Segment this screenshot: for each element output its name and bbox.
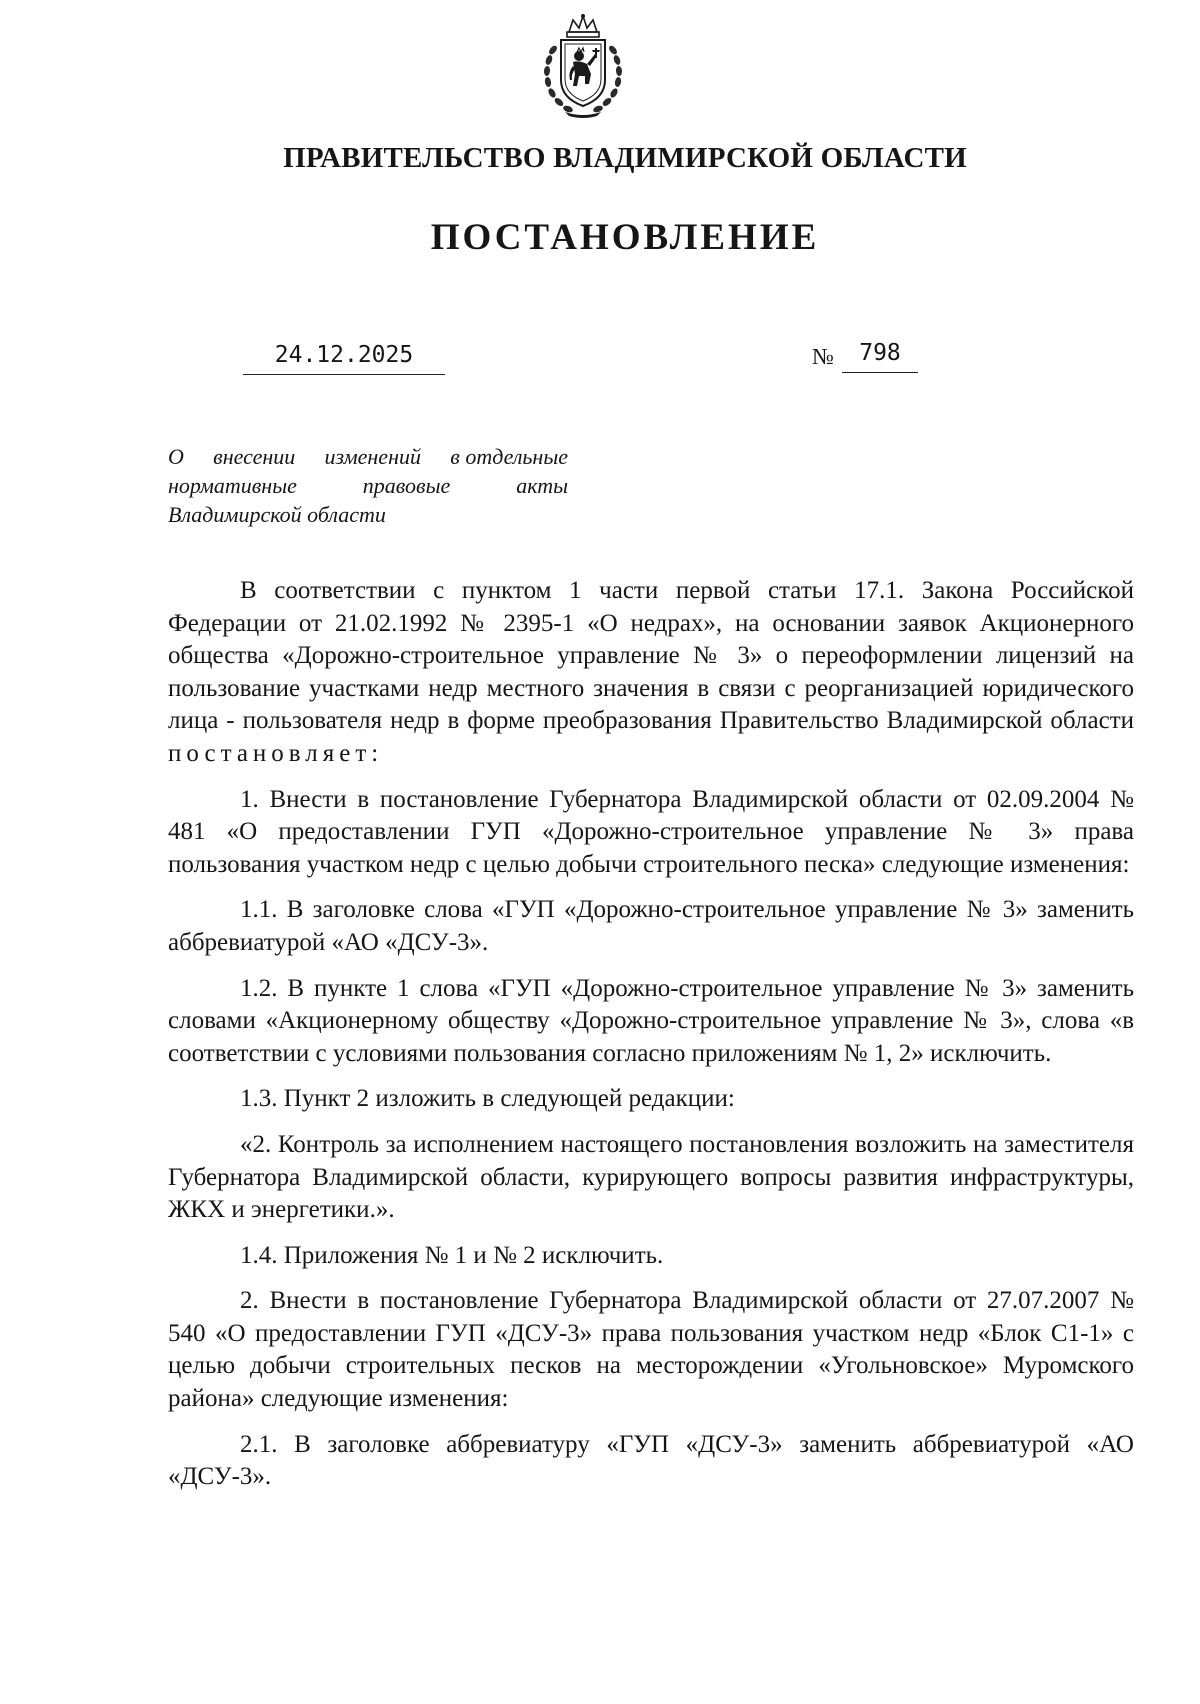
subject-line-2 [168,471,568,500]
intro-verb: постановляет: [168,739,384,767]
document-subject [168,442,568,529]
subject-word: внесении [213,444,296,469]
document-type-title: ПОСТАНОВЛЕНИЕ [430,217,820,258]
subject-line-3: Владимирской области [168,502,386,527]
paragraph-2: 2. Внести в постановление Губернатора Владимирской области от 27.07.2007 № 540 «О предоставлении ГУП «ДСУ-3» права пользования участком недр «Блок С1-1» с целью добычи строительных песков на месторождении «Угольновское» Муромского района» следующие изменения: [168,1287,1134,1413]
paragraph-1-4: 1.4. Приложения № 1 и № 2 исключить. [240,1241,664,1269]
subject-word: нормативные [168,473,297,498]
subject-word: О [168,444,184,469]
government-name: ПРАВИТЕЛЬСТВО ВЛАДИМИРСКОЙ ОБЛАСТИ [283,142,967,174]
subject-word: акты [516,473,568,498]
paragraph-2-1: 2.1. В заголовке аббревиатуру «ГУП «ДСУ-3» заменить аббревиатурой «АО «ДСУ-3». [168,1430,1134,1491]
subject-word: в отдельные [450,444,568,469]
subject-line-1 [168,442,568,471]
document-number: 798 [842,338,918,373]
subject-word: правовые [362,473,451,498]
paragraph-1-1: 1.1. В заголовке слова «ГУП «Дорожно-строительное управление № 3» заменить аббревиатурой «АО «ДСУ-3». [168,896,1134,956]
intro-paragraph [168,575,1134,771]
document-date: 24.12.2025 [243,340,445,375]
paragraph-1-3-quote: «2. Контроль за исполнением настоящего постановления возложить на заместителя Губернатора Владимирской области, курирующего вопросы развития инфраструктуры, ЖКХ и энергетики.». [168,1130,1134,1224]
vladimir-region-coat-of-arms-icon [535,14,631,118]
number-sign-label: № [812,344,834,369]
document-body [168,575,1134,1507]
paragraph-1-2: 1.2. В пункте 1 слова «ГУП «Дорожно-строительное управление № 3» заменить словами «Акционерному обществу «Дорожно-строительное управление № 3», слова «в соответствии с условиями пользования согласно приложениям № 1, 2» исключить. [168,974,1134,1067]
paragraph-1: 1. Внести в постановление Губернатора Владимирской области от 02.09.2004 № 481 «О предоставлении ГУП «Дорожно-строительное управление № 3» права пользования участком недр с целью добычи строительного песка» следующие изменения: [168,785,1134,878]
intro-text: В соответствии с пунктом 1 части первой статьи 17.1. Закона Российской Федерации от 21.02.1992 № 2395-1 «О недрах», на основании заявок Акционерного общества «Дорожно-строительное управление № 3» о переоформлении лицензий на пользование участками недр местного значения в связи с реорганизацией юридического лица - пользователя недр в форме преобразования Правительство Владимирской области [168,577,1134,735]
subject-word: изменений [324,444,421,469]
paragraph-1-3: 1.3. Пункт 2 изложить в следующей редакции: [240,1085,735,1113]
